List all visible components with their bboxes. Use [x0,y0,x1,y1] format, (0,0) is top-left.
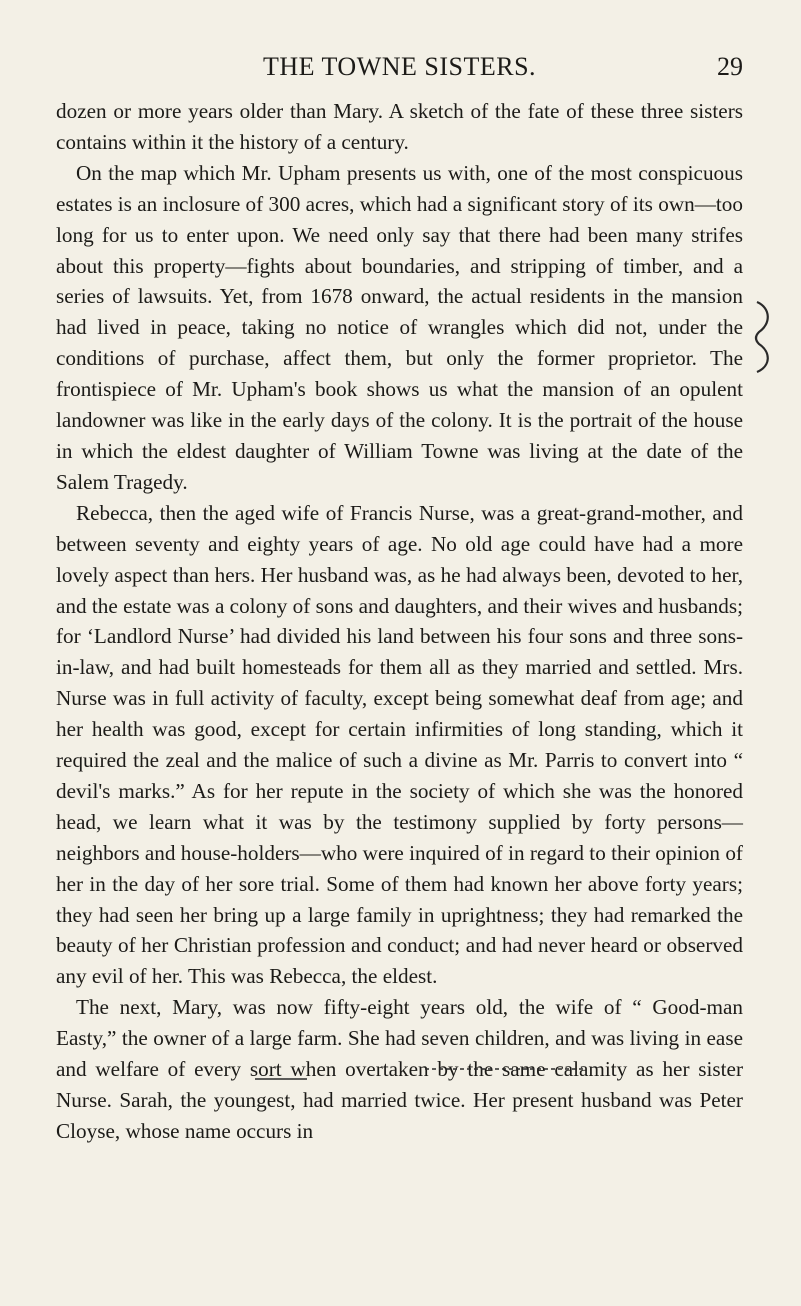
paragraph-3: Rebecca, then the aged wife of Francis Nurse, was a great-grand-mother, and between seventy and eighty years of age. No old age could have had a more lovely aspect than hers. Her husband was, as he had always been, devoted to her, and the estate was a colony of sons and daughters, and their wives and husbands; for ‘Landlord Nurse’ had divided his land between his four sons and three sons-in-law, and had built homesteads for them all as they married and settled. Mrs. Nurse was in full activity of faculty, except being somewhat deaf from age; and her health was good, except for certain infirmities of long standing, which it required the zeal and the malice of such a divine as Mr. Parris to convert into “ devil's marks.” As for her repute in the society of which she was the honored head, we learn what it was by the testimony supplied by forty persons—neighbors and house-holders—who were inquired of in regard to their opinion of her in the day of her sore trial. Some of them had known her above forty years; they had seen her bring up a large family in uprightness; they had remarked the beauty of her Christian profession and conduct; and had never heard or observed any evil of her. This was Rebecca, the eldest. [56,500,743,989]
handwritten-underline-mark [255,1049,715,1083]
paragraph-4: The next, Mary, was now fifty-eight years old, the wife of “ Good-man Easty,” the owner of a large farm. She had seven children, and was living in ease and welfare of every sort when overtaken by the same calamity as her sister Nurse. Sarah, the youngest, had married twice. Her present husband was Peter Cloyse, whose name occurs in [56,995,743,1143]
paragraph-1: dozen or more years older than Mary. A sketch of the fate of these three sisters contains within it the history of a century. [56,99,743,154]
body-text [56,96,743,1147]
margin-bracket-mark [753,300,775,374]
page-number: 29 [717,52,743,81]
page-header [56,52,743,90]
running-title: THE TOWNE SISTERS. [262,52,537,81]
paragraph-2: On the map which Mr. Upham presents us with, one of the most conspicuous estates is an inclosure of 300 acres, which had a significant story of its own—too long for us to enter upon. We need only say that there had been many strifes about this property—fights about boundaries, and stripping of timber, and a series of lawsuits. Yet, from 1678 onward, the actual residents in the mansion had lived in peace, taking no notice of wrangles which did not, under the conditions of purchase, affect them, but only the former proprietor. The frontispiece of Mr. Upham's book shows us what the mansion of an opulent landowner was like in the early days of the colony. It is the portrait of the house in which the eldest daughter of William Towne was living at the date of the Salem Tragedy. [56,160,743,494]
